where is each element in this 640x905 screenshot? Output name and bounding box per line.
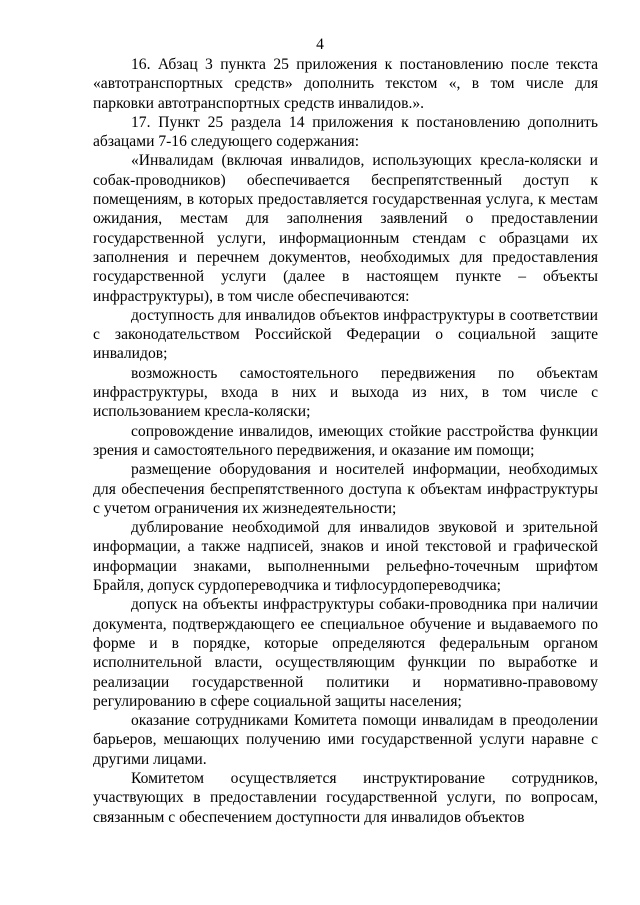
paragraph-movement: возможность самостоятельного передвижения по объектам инфраструктуры, входа в них и выхода из них, в том числе с использованием кресла-коляски; bbox=[93, 364, 598, 421]
paragraph-17: 17. Пункт 25 раздела 14 приложения к постановлению дополнить абзацами 7-16 следующего содержания: bbox=[93, 113, 598, 151]
paragraph-staff-help: оказание сотрудниками Комитета помощи инвалидам в преодолении барьеров, мешающих получению ими государственной услуги наравне с другими лицами. bbox=[93, 712, 598, 768]
page-number: 4 bbox=[316, 36, 324, 53]
document-body bbox=[93, 55, 598, 827]
paragraph-equipment: размещение оборудования и носителей информации, необходимых для обеспечения беспрепятственного доступа к объектам инфраструктуры с учетом ограничения их жизнедеятельности; bbox=[93, 461, 598, 517]
paragraph-escort: сопровождение инвалидов, имеющих стойкие расстройства функции зрения и самостоятельного передвижения, и оказание им помощи; bbox=[93, 422, 598, 459]
paragraph-duplication: дублирование необходимой для инвалидов звуковой и зрительной информации, а также надписей, знаков и иной текстовой и графической информации знаками, выполненными рельефно-точечным шрифтом Брайля, допуск сурдопереводчика и тифлосурдопереводчика; bbox=[93, 519, 598, 595]
paragraph-quote-intro: «Инвалидам (включая инвалидов, использующих кресла-коляски и собак-проводников) обеспечивается беспрепятственный доступ к помещениям, в которых предоставляется государственная услуга, к местам ожидания, местам для заполнения заявлений о предоставлении государственной услуги, информационным стендам с образцами их заполнения и перечнем документов, необходимых для предоставления государственной услуги (далее в настоящем пункте – объекты инфраструктуры), в том числе обеспечиваются: bbox=[93, 152, 598, 305]
paragraph-accessibility: доступность для инвалидов объектов инфраструктуры в соответствии с законодательством Российской Федерации о социальной защите инвалидов; bbox=[93, 306, 598, 363]
paragraph-guide-dog: допуск на объекты инфраструктуры собаки-проводника при наличии документа, подтверждающего ее специальное обучение и выдаваемого по форме и в порядке, которые определяются федеральным органом исполнительной власти, осуществляющим функции по выработке и реализации государственной политики и нормативно-правовому регулированию в сфере социальной защиты населения; bbox=[93, 596, 598, 710]
paragraph-16: 16. Абзац 3 пункта 25 приложения к постановлению после текста «автотранспортных средств» дополнить текстом «, в том числе для парковки автотранспортных средств инвалидов.». bbox=[93, 56, 598, 112]
paragraph-instruction: Комитетом осуществляется инструктирование сотрудников, участвующих в предоставлении государственной услуги, по вопросам, связанным с обеспечением доступности для инвалидов объектов bbox=[93, 769, 598, 826]
